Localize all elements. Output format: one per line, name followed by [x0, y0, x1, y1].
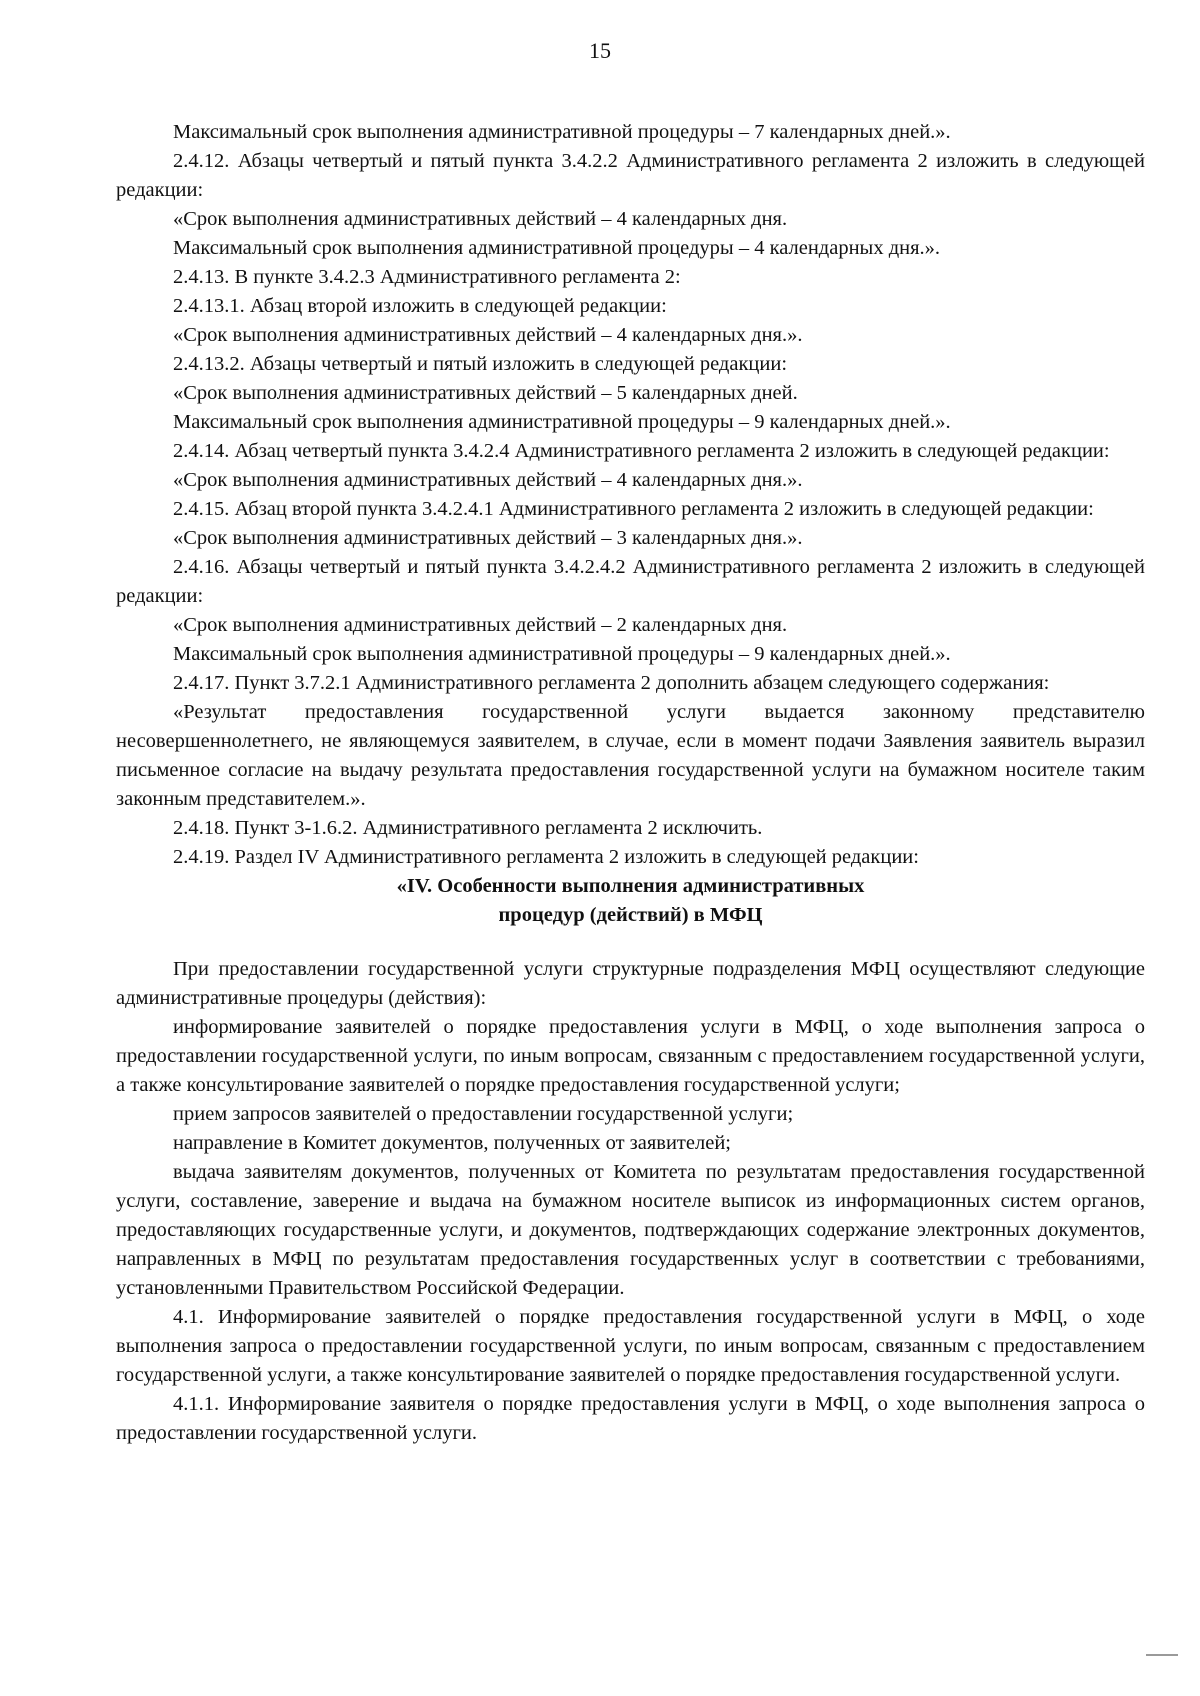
paragraph: «Срок выполнения административных действий – 2 календарных дня.: [173, 614, 788, 636]
paragraph: «Срок выполнения административных действий – 4 календарных дня.: [173, 208, 788, 230]
paragraph: 2.4.13.1. Абзац второй изложить в следующей редакции:: [173, 295, 667, 317]
section-body: [116, 955, 1145, 1448]
paragraph: «Срок выполнения административных действий – 4 календарных дня.».: [173, 469, 803, 491]
paragraph: Максимальный срок выполнения административной процедуры – 9 календарных дней.».: [173, 411, 951, 433]
paragraph: При предоставлении государственной услуги структурные подразделения МФЦ осуществляют следующие административные процедуры (действия):: [116, 958, 1145, 1009]
paragraph: 2.4.17. Пункт 3.7.2.1 Административного регламента 2 дополнить абзацем следующего содержания:: [173, 672, 1050, 694]
paragraph: Максимальный срок выполнения административной процедуры – 4 календарных дня.».: [173, 237, 941, 259]
paragraph: 4.1. Информирование заявителей о порядке предоставления государственной услуги в МФЦ, о ходе выполнения запроса о предоставлении государственной услуги, по иным вопросам, связанным с предоставлением государственной услуги, а также консультирование заявителей о порядке предоставления государственной услуги.: [116, 1306, 1145, 1386]
section-heading-line1: «IV. Особенности выполнения административных: [396, 875, 865, 897]
scan-mark: [1146, 1654, 1178, 1656]
paragraph: 4.1.1. Информирование заявителя о порядке предоставления услуги в МФЦ, о ходе выполнения запроса о предоставлении государственной услуги.: [116, 1393, 1145, 1444]
paragraph: направление в Комитет документов, полученных от заявителей;: [173, 1132, 731, 1154]
paragraph: 2.4.12. Абзацы четвертый и пятый пункта 3.4.2.2 Административного регламента 2 изложить в следующей редакции:: [116, 150, 1145, 201]
paragraph: Максимальный срок выполнения административной процедуры – 9 календарных дней.».: [173, 643, 951, 665]
paragraph: 2.4.15. Абзац второй пункта 3.4.2.4.1 Административного регламента 2 изложить в следующей редакции:: [173, 498, 1094, 520]
paragraph: 2.4.16. Абзацы четвертый и пятый пункта 3.4.2.4.2 Административного регламента 2 изложить в следующей редакции:: [116, 556, 1145, 607]
document-body: [116, 118, 1145, 1448]
paragraph: 2.4.14. Абзац четвертый пункта 3.4.2.4 Административного регламента 2 изложить в следующей редакции:: [173, 440, 1110, 462]
paragraph: «Срок выполнения административных действий – 3 календарных дня.».: [173, 527, 803, 549]
section-heading: [116, 872, 1145, 930]
paragraph: 2.4.13.2. Абзацы четвертый и пятый изложить в следующей редакции:: [173, 353, 788, 375]
paragraph: информирование заявителей о порядке предоставления услуги в МФЦ, о ходе выполнения запроса о предоставлении государственной услуги, по иным вопросам, связанным с предоставлением государственной услуги, а также консультирование заявителей о порядке предоставления государственной услуги;: [116, 1016, 1145, 1096]
amendments-list: [116, 118, 1145, 872]
paragraph: Максимальный срок выполнения административной процедуры – 7 календарных дней.».: [173, 121, 951, 143]
paragraph: «Результат предоставления государственной услуги выдается законному представителю несовершеннолетнего, не являющемуся заявителем, в случае, если в момент подачи Заявления заявитель выразил письменное согласие на выдачу результата предоставления государственной услуги на бумажном носителе таким законным представителем.».: [116, 701, 1145, 810]
paragraph: 2.4.19. Раздел IV Административного регламента 2 изложить в следующей редакции:: [173, 846, 919, 868]
paragraph: 2.4.13. В пункте 3.4.2.3 Административного регламента 2:: [173, 266, 681, 288]
page-number: 15: [589, 38, 611, 63]
paragraph: выдача заявителям документов, полученных от Комитета по результатам предоставления государственной услуги, составление, заверение и выдача на бумажном носителе выписок из информационных систем органов, предоставляющих государственные услуги, и документов, подтверждающих содержание электронных документов, направленных в МФЦ по результатам предоставления государственных услуг в соответствии с требованиями, установленными Правительством Российской Федерации.: [116, 1161, 1145, 1299]
paragraph: прием запросов заявителей о предоставлении государственной услуги;: [173, 1103, 794, 1125]
section-heading-line2: процедур (действий) в МФЦ: [498, 904, 763, 926]
paragraph: 2.4.18. Пункт 3-1.6.2. Административного регламента 2 исключить.: [173, 817, 763, 839]
paragraph: «Срок выполнения административных действий – 4 календарных дня.».: [173, 324, 803, 346]
paragraph: «Срок выполнения административных действий – 5 календарных дней.: [173, 382, 798, 404]
